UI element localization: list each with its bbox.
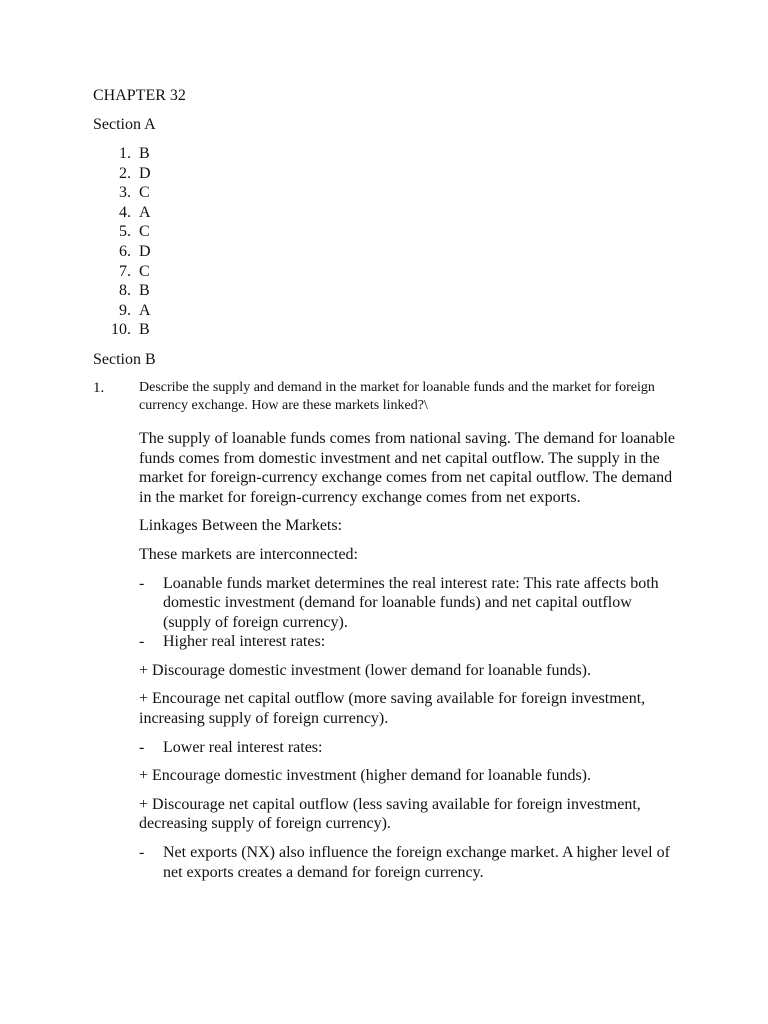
answer-letter: D (139, 242, 151, 260)
answer-item (93, 164, 683, 184)
answer-number: 3. (119, 184, 131, 202)
plus-point: + Encourage net capital outflow (more saving available for foreign investment, increasing supply of foreign currency). (139, 690, 646, 728)
bullet-dash: - (139, 844, 145, 862)
bullet-text: Net exports (NX) also influence the foreign exchange market. A higher level of net exports creates a demand for foreign currency. (163, 844, 670, 881)
question-1 (93, 379, 683, 415)
answer-number: 2. (119, 164, 131, 182)
bullet-item (139, 843, 683, 882)
bullet-dash: - (139, 574, 145, 592)
answer-letter: C (139, 262, 150, 280)
linkages-heading: Linkages Between the Markets: (139, 517, 343, 535)
answer-item (93, 262, 683, 282)
bullet-item (139, 738, 683, 758)
bullet-dash: - (139, 738, 145, 756)
answer-number: 5. (119, 223, 131, 241)
document-page (93, 86, 683, 882)
answer-number: 7. (119, 262, 131, 280)
answer-item (93, 144, 683, 164)
answer-number: 10. (111, 321, 131, 339)
answer-item (93, 281, 683, 301)
bullet-text: Lower real interest rates: (163, 738, 323, 756)
answer-number: 1. (119, 145, 131, 162)
answer-letter: B (139, 321, 150, 339)
answer-item (93, 301, 683, 321)
answer-number: 4. (119, 203, 131, 221)
answer-letter: B (139, 145, 150, 162)
question-text: Describe the supply and demand in the market for loanable funds and the market for foreign currency exchange. How are these markets linked?\ (139, 379, 655, 413)
answer-item (93, 222, 683, 242)
answer-letter: B (139, 282, 150, 300)
plus-point: + Encourage domestic investment (higher demand for loanable funds). (139, 767, 591, 785)
answer-letter: A (139, 203, 151, 221)
chapter-title: CHAPTER 32 (93, 87, 186, 104)
answer-number: 9. (119, 301, 131, 319)
answer-paragraph: The supply of loanable funds comes from national saving. The demand for loanable funds comes from domestic investment and net capital outflow. The supply in the market for foreign-currency exchange comes from net capital outflow. The demand in the market for foreign-currency exchange comes from net exports. (139, 429, 675, 506)
plus-point: + Discourage net capital outflow (less saving available for foreign investment, decreasing supply of foreign currency). (139, 795, 641, 833)
answer-item (93, 183, 683, 203)
section-a-heading: Section A (93, 116, 156, 133)
answer-block (139, 429, 683, 882)
answer-number: 8. (119, 282, 131, 300)
answer-letter: A (139, 301, 151, 319)
bullet-item (139, 574, 683, 633)
interconnected-text: These markets are interconnected: (139, 545, 358, 563)
answer-letter: D (139, 164, 151, 182)
plus-point: + Discourage domestic investment (lower demand for loanable funds). (139, 661, 591, 679)
answer-number: 6. (119, 242, 131, 260)
section-a-answer-list (93, 144, 683, 340)
section-b-heading: Section B (93, 350, 156, 368)
answer-item (93, 320, 683, 340)
answer-item (93, 242, 683, 262)
answer-item (93, 203, 683, 223)
bullet-item (139, 632, 683, 652)
bullet-dash: - (139, 633, 145, 651)
answer-letter: C (139, 184, 150, 202)
answer-letter: C (139, 223, 150, 241)
question-number: 1. (93, 379, 105, 396)
bullet-text: Loanable funds market determines the real interest rate: This rate affects both domestic investment (demand for loanable funds) and net capital outflow (supply of foreign currency). (163, 574, 659, 631)
bullet-text: Higher real interest rates: (163, 633, 326, 651)
